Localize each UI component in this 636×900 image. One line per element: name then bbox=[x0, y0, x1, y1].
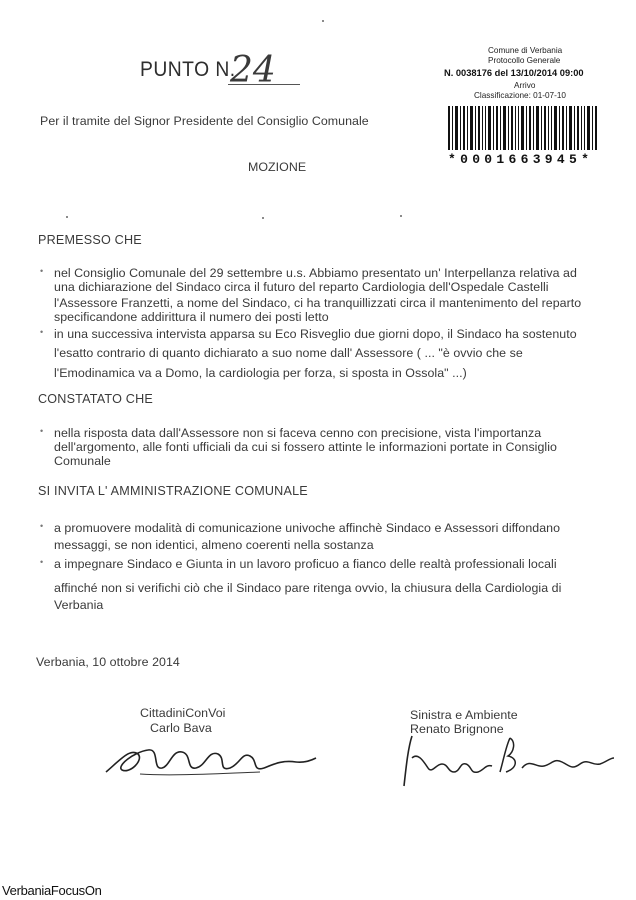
scan-speck bbox=[262, 217, 264, 219]
punto-label: PUNTO N. bbox=[140, 58, 236, 81]
scan-speck bbox=[66, 216, 68, 218]
signature-carlo-bava bbox=[100, 730, 320, 790]
bullet-icon: • bbox=[40, 426, 44, 436]
stamp-municipality: Comune di Verbania bbox=[488, 46, 563, 55]
premesso-line: l'Emodinamica va a Domo, la cardiologia per forza, si sposta in Ossola" ...) bbox=[54, 366, 467, 380]
bullet-icon: • bbox=[40, 521, 44, 531]
premesso-line: in una successiva intervista apparsa su Eco Risveglio due giorni dopo, il Sindaco ha sostenuto bbox=[54, 327, 577, 341]
invita-line: Verbania bbox=[54, 598, 104, 612]
scan-speck bbox=[400, 215, 402, 217]
stamp-classification: Classificazione: 01-07-10 bbox=[474, 91, 566, 100]
premesso-line: una dichiarazione del Sindaco circa il futuro del reparto Cardiologia dell'Ospedale Castelli bbox=[54, 280, 549, 294]
document-title: MOZIONE bbox=[248, 160, 307, 174]
premesso-line: specificandone addirittura il numero dei posti letto bbox=[54, 310, 329, 324]
footer-watermark: VerbaniaFocusOn bbox=[2, 883, 102, 898]
scan-speck bbox=[322, 20, 324, 22]
subtitle: Per il tramite del Signor Presidente del Consiglio Comunale bbox=[40, 114, 369, 128]
invita-line: messaggi, se non identici, almeno coerenti nella sostanza bbox=[54, 538, 374, 552]
invita-line: a promuovere modalità di comunicazione univoche affinchè Sindaco e Assessori diffondano bbox=[54, 521, 561, 535]
barcode bbox=[448, 106, 598, 150]
constatato-heading: CONSTATATO CHE bbox=[38, 392, 153, 406]
constatato-line: nella risposta data dall'Assessore non si faceva cenno con precisione, vista l'importanza bbox=[54, 426, 542, 440]
stamp-register: Protocollo Generale bbox=[488, 56, 561, 65]
bullet-icon: • bbox=[40, 557, 44, 567]
barcode-number: *0001663945* bbox=[448, 152, 594, 167]
constatato-line: Comunale bbox=[54, 454, 111, 468]
premesso-line: l'esatto contrario di quanto dichiarato a suo nome dall' Assessore ( ... "è ovvio che se bbox=[54, 346, 523, 360]
bullet-icon: • bbox=[40, 266, 44, 276]
invita-heading: SI INVITA L' AMMINISTRAZIONE COMUNALE bbox=[38, 484, 308, 498]
signatory-name: Renato Brignone bbox=[410, 722, 504, 736]
signature-renato-brignone bbox=[398, 728, 618, 792]
bullet-icon: • bbox=[40, 327, 44, 337]
stamp-protocol-number: N. 0038176 del 13/10/2014 09:00 bbox=[444, 68, 584, 78]
invita-line: a impegnare Sindaco e Giunta in un lavoro proficuo a fianco delle realtà professionali locali bbox=[54, 557, 557, 571]
signatory-group: Sinistra e Ambiente bbox=[410, 708, 518, 722]
premesso-line: l'Assessore Franzetti, a nome del Sindaco, ci ha tranquillizzati circa il mantenimento del reparto bbox=[54, 296, 582, 310]
punto-number: 24 bbox=[230, 50, 276, 88]
date-line: Verbania, 10 ottobre 2014 bbox=[36, 655, 180, 669]
signatory-name: Carlo Bava bbox=[150, 721, 212, 735]
punto-number-handwritten bbox=[228, 44, 306, 88]
premesso-line: nel Consiglio Comunale del 29 settembre u.s. Abbiamo presentato un' Interpellanza relativa ad bbox=[54, 266, 577, 280]
invita-line: affinché non si verifichi ciò che il Sindaco pare ritenga ovvio, la chiusura della Cardiologia di bbox=[54, 581, 562, 595]
constatato-line: dell'argomento, alle fonti ufficiali da cui si fossero attinte le informazioni portate in Consiglio bbox=[54, 440, 557, 454]
premesso-heading: PREMESSO CHE bbox=[38, 233, 142, 247]
stamp-direction: Arrivo bbox=[514, 81, 536, 90]
signatory-group: CittadiniConVoi bbox=[140, 706, 226, 720]
